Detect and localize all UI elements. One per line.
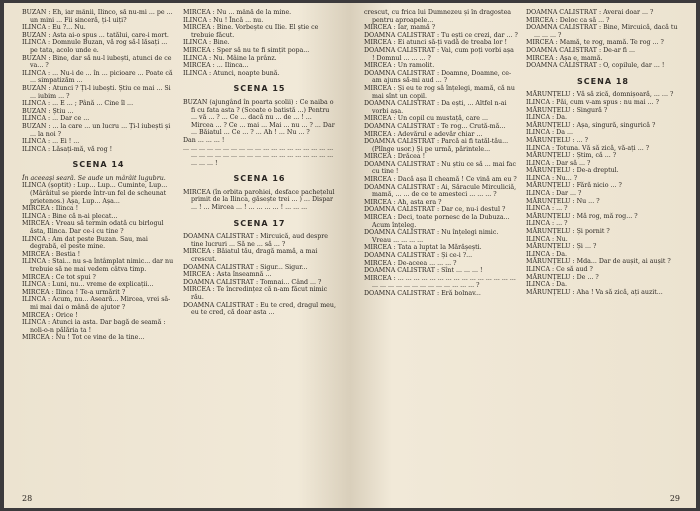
- dialogue-line: MIRCEA : Și eu te rog să înțelegi, mamă, că nu mai sînt un copil.: [364, 84, 515, 100]
- dialogue-line: MIRCEA : Un copil cu mustață, care ...: [364, 115, 488, 123]
- dialogue-line: ILINCA : Da.: [526, 250, 567, 258]
- dialogue-line: MIRCEA : Ei atunci să-ți vadă de treaba lor !: [364, 39, 507, 47]
- dialogue-line: DOAMNA CALISTRAT : Parcă ai fi tatăl-tău... (Plînge usor.) Și pe urmă, părintele...: [364, 138, 509, 153]
- dialogue-line: ILINCA : Dar să ... ?: [526, 159, 591, 167]
- dialogue-line: ILINCA : Bine că n-ai plecat...: [22, 212, 118, 220]
- dialogue-line: MĂRUNȚELU : De-a dreptul.: [526, 167, 619, 175]
- dialogue-line: ILINCA : ... ?: [526, 205, 568, 213]
- dialogue-line: DOAMNA CALISTRAT : Nu înțelegi nimic. Vreau ... ... ... ...: [364, 229, 499, 244]
- dialogue-line: MIRCEA : Mamă, te rog, mamă. Te rog ... ?: [526, 39, 664, 47]
- dialogue-line: DOAMNA CALISTRAT : Dar ce, nu-i destul ?: [364, 206, 506, 214]
- dialogue-line: crescut, cu frica lui Dumnezeu și în dragostea pentru aproapele...: [364, 9, 512, 24]
- dialogue-line: DOAMNA CALISTRAT : Bine, Mircuică, dacă tu ... ... ... ?: [526, 24, 678, 39]
- col2-mid-lines: [183, 99, 336, 167]
- scene-14-stage-direction: În aceeași seară. Se aude un mârâit lugubru.: [22, 174, 166, 182]
- dialogue-line: ILINCA : Totuna. Vă să zică, vă-ați ... ?: [526, 144, 650, 152]
- dialogue-line: ILINCA : Ce să aud ?: [526, 266, 593, 273]
- dialogue-line: BUZAN (ajungând în poarta școlii) : Ce naiba o fi cu fata asta ? (Scoate o batistă ...) Pentru ... vă ... ? ... Ce ... dacă nu ... de ... ! ... Mircea ... ? Ce ... mai ... Mai ... nu ... ? ... Dar ... Băiatul ... Ce ... ? ... Ah ! ... Nu ... ?: [183, 98, 335, 137]
- dialogue-line: DOAMNA CALISTRAT : Doamne, Doamne, ce-am ajuns să-mi aud ... ?: [364, 69, 512, 85]
- col2-top-lines: [183, 9, 336, 77]
- dialogue-line: MIRCEA : Ah, asta era ?: [364, 198, 442, 206]
- dialogue-line: MĂRUNȚELU : Și pornit ?: [526, 228, 610, 236]
- dialogue-line: MIRCEA : Ilinca ! Te-a urmărit ?: [22, 288, 126, 296]
- dialogue-line: DOAMNA CALISTRAT : Averai doar ... ?: [526, 9, 654, 16]
- dialogue-line: ILINCA : Da.: [526, 114, 567, 122]
- dialogue-line: MIRCEA : Adevărul e adevăr chiar ...: [364, 130, 483, 138]
- dialogue-line: MIRCEA (în orbita parohiei, desface pachețelul primit de la Ilinca, găsește trei ... ) ... Dispar ... ! ... Mircea ... ! ... ... ... ... ! ... ... ...: [183, 188, 335, 212]
- col1-bottom-lines: [22, 182, 175, 341]
- dialogue-line: MĂRUNȚELU : Nu ... ?: [526, 197, 600, 205]
- dialogue-line: DOAMNA CALISTRAT : Vai, cum poți vorbi așa ! Domnul ... ... ... ?: [364, 46, 514, 62]
- dialogue-line: DOAMNA CALISTRAT : O, copilule, dar ... !: [526, 62, 665, 70]
- dialogue-line: ... ... ... ... ... ... ... ... ... ... ... ... ... ... ... ... ... ... ... ... ... ... ... ... ... ... ... ... ... ... ... ... ... ... ... ... ... ... ... ... !: [183, 144, 334, 167]
- dialogue-line: MIRCEA : Ce tot spui ?: [22, 273, 96, 281]
- dialogue-line: ILINCA (șoptit) : Lup... Lup... Cuminte, Lup... (Mârâitul se pierde într-un fel de scheunat prietenos.) Așa, Lup... Așa...: [22, 182, 168, 205]
- dialogue-line: ILINCA : Domnule Buzan, vă rog să-l lăsați ... pe tata, acolo unde e.: [22, 39, 168, 54]
- dialogue-line: DOAMNA CALISTRAT : Tu ești ce crezi, dar ... ?: [364, 31, 518, 39]
- col2-bottom-lines: [183, 233, 336, 317]
- dialogue-line: DOAMNA CALISTRAT : Sînt ... ... ... !: [364, 267, 483, 275]
- dialogue-line: DOAMNA CALISTRAT : Sigur... Sigur...: [183, 263, 308, 271]
- dialogue-line: ILINCA : Am dat peste Buzan. Sau, mai degrabă, el peste mine.: [22, 235, 148, 251]
- dialogue-line: MĂRUNȚELU : Știm, că ... ?: [526, 152, 617, 160]
- col4-bottom-lines: [526, 91, 680, 296]
- dialogue-line: MIRCEA : Iar, mamă ?: [364, 24, 436, 32]
- dialogue-line: MIRCEA : De-aceea ... ... ... ?: [364, 259, 457, 267]
- dialogue-line: MIRCEA : Orice !: [22, 311, 78, 319]
- dialogue-line: MĂRUNȚELU : Și ... ?: [526, 243, 597, 251]
- dialogue-line: MĂRUNȚELU : Așa, singură, singurică ?: [526, 121, 656, 129]
- book-spread: [4, 3, 696, 508]
- scene-14-heading: SCENA 14: [72, 160, 125, 170]
- dialogue-line: DOAMNA CALISTRAT : Tomnai... Când ... ?: [183, 278, 322, 286]
- dialogue-line: ILINCA : Atunci ia asta. Dar bagă de seamă : noli-o-n pălăria ta !: [22, 319, 166, 334]
- dialogue-line: MIRCEA : Nu ... mână de la mine.: [183, 9, 292, 16]
- dialogue-line: ILINCA : ... ?: [526, 220, 568, 228]
- dialogue-line: ILINCA : Dar ... ?: [526, 190, 582, 198]
- dialogue-line: ILINCA : Acum, nu... Aseară... Mircea, vrei să-mi mai dai o mână de ajutor ?: [22, 296, 171, 311]
- dialogue-line: Dan ... ... ... !: [183, 136, 225, 144]
- dialogue-line: BUZAN : Știu ...: [22, 107, 74, 115]
- dialogue-line: ILINCA : Da ...: [526, 129, 573, 137]
- dialogue-line: DOAMNA CALISTRAT : Eu te cred, dragul meu, eu te cred, că doar asta ...: [183, 301, 336, 317]
- dialogue-line: ILINCA : Luni, nu... vreme de explicații...: [22, 281, 154, 289]
- dialogue-line: MIRCEA : Dacă așa îl cheamă ! Ce vină am eu ?: [364, 176, 517, 184]
- dialogue-line: MIRCEA : Deci, toate pornesc de la Dubuza... Acum înțeleg.: [364, 214, 510, 229]
- dialogue-line: MĂRUNȚELU : Mă rog, mă rog... ?: [526, 212, 638, 220]
- dialogue-line: MIRCEA : Vreau să termin odată cu birlogul ăsta, Ilinca. Dar ce-i cu tine ?: [22, 220, 164, 236]
- dialogue-line: ILINCA : Eu ?... Nu.: [22, 24, 86, 32]
- dialogue-line: MIRCEA : Bine. Vorbește cu Ilie. El știe ce trebuie făcut.: [183, 24, 319, 39]
- dialogue-line: ILINCA : Lăsați-mă, vă rog !: [22, 145, 113, 153]
- dialogue-line: MIRCEA : Bestia !: [22, 250, 81, 258]
- scene-15-heading: SCENA 15: [233, 84, 286, 94]
- dialogue-line: MIRCEA : Un ramolit.: [364, 62, 435, 70]
- page-number-left: 28: [22, 494, 33, 503]
- dialogue-line: MĂRUNȚELU : Vă să zică, domnișoară, ... ... ?: [526, 91, 674, 99]
- dialogue-line: DOAMNA CALISTRAT : Nu știu ce să ... mai fac cu tine !: [364, 160, 517, 176]
- dialogue-line: ILINCA : ... E ... ; Până ... Cine îl ...: [22, 100, 134, 108]
- dialogue-line: ILINCA : Păi, cum v-am spus : nu mai ... ?: [526, 98, 660, 106]
- col4-top-lines: [526, 9, 680, 70]
- dialogue-line: BUZAN : Eh, iar mânii, Ilinco, să nu-mi ... pe ... un mini ... Fii sinceră, ți-l uiți?: [22, 9, 173, 24]
- dialogue-line: DOAMNA CALISTRAT : Eră bolnav...: [364, 289, 481, 297]
- dialogue-line: MIRCEA : Asta înseamnă ...: [183, 271, 272, 279]
- scene-16-heading: SCENA 16: [233, 174, 286, 184]
- dialogue-line: DOAMNA CALISTRAT : Și ce-i ?...: [364, 252, 473, 259]
- dialogue-line: DOAMNA CALISTRAT : De-ar fi ...: [526, 46, 635, 54]
- dialogue-line: MIRCEA : Tata a luptat la Mărășești.: [364, 244, 482, 252]
- scene-18-heading: SCENA 18: [577, 76, 629, 86]
- dialogue-line: ILINCA : Atunci, noapte bună.: [183, 69, 280, 77]
- dialogue-line: DOAMNA CALISTRAT : Ai, Săracule Mirculiciă, mamă, ... ... de ce te amesteci ... ... ... ?: [364, 183, 517, 199]
- dialogue-line: DOAMNA CALISTRAT : Te rog... Crută-mă...: [364, 122, 506, 130]
- left-page: [4, 3, 350, 508]
- dialogue-line: ILINCA : ... Ei ! ...: [22, 138, 80, 146]
- page-number-right: 29: [669, 494, 680, 503]
- dialogue-line: ILINCA : Nu. Mâine la prânz.: [183, 54, 277, 62]
- dialogue-line: MIRCEA : ... ... ... ... ... ... ... ... ... ... ... ... ... ... ... ... ... ... ... ... ... ... ... ... ... ... ... ... ?: [364, 274, 516, 290]
- dialogue-line: BUZAN : Bine, dar să nu-l iubești, atunci de ce va... ?: [22, 54, 172, 70]
- dialogue-line: MIRCEA : Așa e, mamă.: [526, 54, 603, 62]
- scene-17-heading: SCENA 17: [233, 218, 286, 228]
- dialogue-line: BUZAN : ... la care ... un lucru ... Ți-l iubești și ... la noi ?: [22, 122, 171, 138]
- dialogue-line: MĂRUNȚELU : Mda... Dar de aușit, ai aușit ?: [526, 258, 671, 266]
- left-column-1: [22, 9, 175, 488]
- dialogue-line: MĂRUNȚELU : Fără nicio ... ?: [526, 182, 622, 190]
- dialogue-line: ILINCA : Nu.: [526, 235, 568, 243]
- dialogue-line: MĂRUNȚELU : Singură ?: [526, 106, 608, 114]
- dialogue-line: ILINCA : Da.: [526, 281, 567, 289]
- dialogue-line: ILINCA : Nu... ?: [526, 174, 578, 182]
- dialogue-line: MIRCEA : Sper să nu te fi simțit popa...: [183, 46, 310, 54]
- dialogue-line: ILINCA : Stai... nu s-a întâmplat nimic... dar nu trebuie să ne mai vedem câtva timp.: [22, 258, 174, 273]
- dialogue-line: MIRCEA : Băiatul tău, dragă mamă, a mai crescut.: [183, 248, 318, 264]
- dialogue-line: BUZAN : Atunci ? Ți-l iubești. Știu ce mai ... Si ... iubim ... ?: [22, 84, 171, 100]
- dialogue-line: MĂRUNȚELU : Aha ! Va să zică, ați auzit...: [526, 288, 663, 296]
- dialogue-line: ILINCA : Bine.: [183, 39, 230, 47]
- right-page: [350, 3, 696, 508]
- dialogue-line: MĂRUNȚELU : ... ?: [526, 136, 589, 144]
- dialogue-line: MĂRUNȚELU : De ... ?: [526, 273, 599, 281]
- col1-top-lines: [22, 9, 175, 153]
- col2-scene16-lines: [183, 189, 336, 212]
- dialogue-line: DOAMNA CALISTRAT : Da ești, ... Altfel n-ai vorbi așa.: [364, 100, 507, 115]
- dialogue-line: ILINCA : ... Dar ce ...: [22, 115, 90, 123]
- dialogue-line: MIRCEA : Nu ! Tot ce vine de la tine...: [22, 334, 145, 342]
- dialogue-line: MIRCEA : ... Ilinca...: [183, 62, 249, 70]
- dialogue-line: MIRCEA : Drăcea !: [364, 153, 426, 161]
- dialogue-line: ILINCA : Nu ! Încă ... nu.: [183, 16, 264, 24]
- right-column-2: [526, 9, 680, 488]
- dialogue-line: DOAMNA CALISTRAT : Mircuică, aud despre tine lucruri ... Să ne ... să ... ?: [183, 233, 329, 248]
- dialogue-line: ILINCA : ... Nu-i de ... în ... picioare ... Poate că ... simpatizăm ...: [22, 69, 173, 85]
- right-column-1: [364, 9, 518, 488]
- dialogue-line: BUZAN : Asta ai-o spus ... tatălui, care-i mort.: [22, 31, 169, 39]
- dialogue-line: MIRCEA : Deloc ca să ... ?: [526, 16, 610, 24]
- dialogue-line: MIRCEA : Te încredințez că n-am făcut nimic rău.: [183, 286, 328, 301]
- dialogue-line: MIRCEA : Ilinca !: [22, 205, 79, 213]
- col3-lines: [364, 9, 518, 298]
- left-column-2: [183, 9, 336, 488]
